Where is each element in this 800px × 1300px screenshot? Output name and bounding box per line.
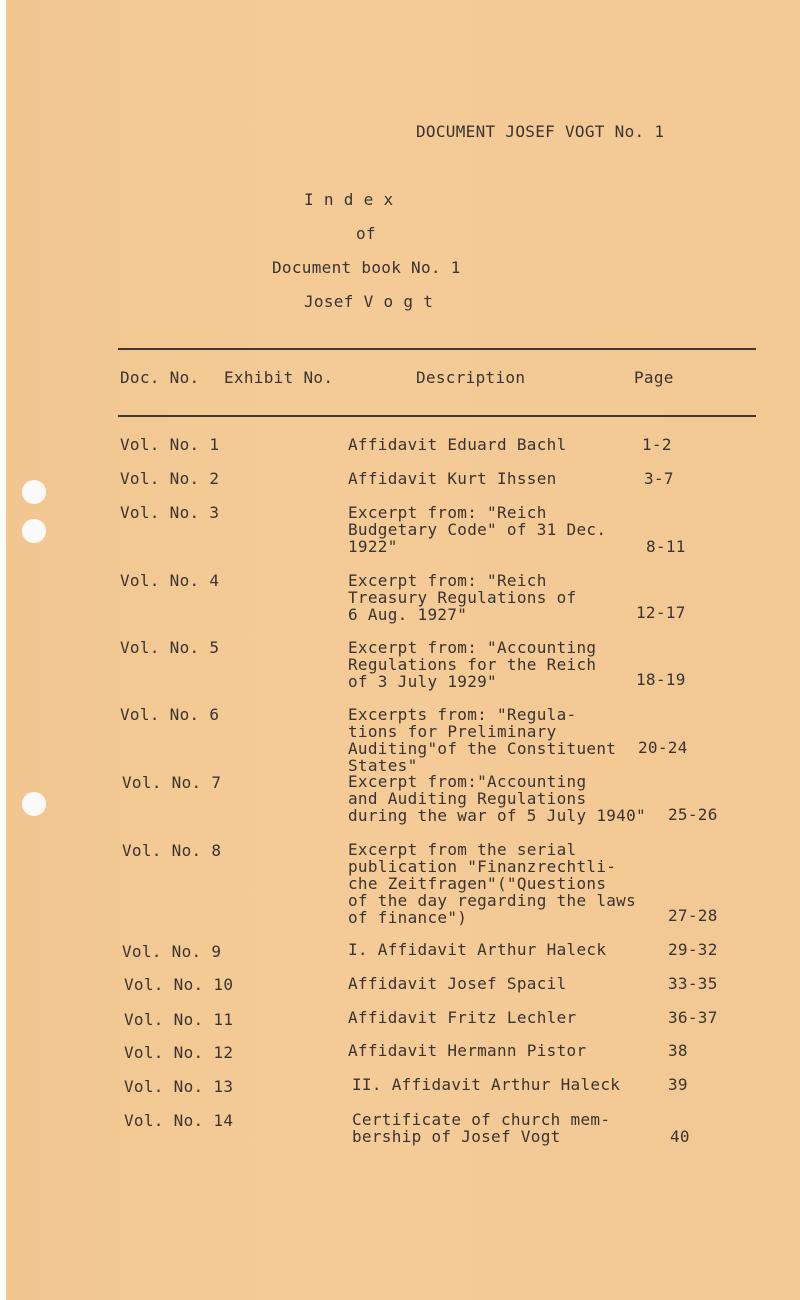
row-doc-number: Vol. No. 11 bbox=[124, 1010, 234, 1029]
title-index: I n d e x bbox=[304, 190, 394, 209]
row-description: Affidavit Josef Spacil bbox=[348, 974, 567, 993]
header-rule bbox=[118, 415, 756, 417]
row-doc-number: Vol. No. 10 bbox=[124, 975, 234, 994]
row-description: Certificate of church mem- bership of Josef Vogt bbox=[352, 1110, 611, 1146]
row-page: 12-17 bbox=[636, 603, 686, 622]
row-page: 18-19 bbox=[636, 670, 686, 689]
punch-hole bbox=[22, 480, 46, 504]
row-doc-number: Vol. No. 3 bbox=[120, 503, 220, 522]
column-header-exhibit-no: Exhibit No. bbox=[224, 368, 334, 387]
row-description: Excerpt from: "Accounting Regulations for the Reich of 3 July 1929" bbox=[348, 638, 597, 691]
row-doc-number: Vol. No. 7 bbox=[122, 773, 222, 792]
row-page: 27-28 bbox=[668, 906, 718, 925]
row-doc-number: Vol. No. 6 bbox=[120, 705, 220, 724]
row-description: Affidavit Fritz Lechler bbox=[348, 1008, 577, 1027]
title-person: Josef V o g t bbox=[304, 292, 434, 311]
row-description: II. Affidavit Arthur Haleck bbox=[352, 1075, 621, 1094]
row-page: 1-2 bbox=[642, 435, 672, 454]
row-description: Excerpt from the serial publication "Finanzrechtli- che Zeitfragen"("Questions of the day regarding the laws of finance") bbox=[348, 840, 637, 927]
row-description: Excerpts from: "Regula- tions for Preliminary Auditing"of the Constituent States" bbox=[348, 705, 617, 775]
row-doc-number: Vol. No. 12 bbox=[124, 1043, 234, 1062]
row-page: 8-11 bbox=[646, 537, 686, 556]
title-document-book: Document book No. 1 bbox=[272, 258, 461, 277]
row-doc-number: Vol. No. 13 bbox=[124, 1077, 234, 1096]
row-description: Excerpt from: "Reich Budgetary Code" of 31 Dec. 1922" bbox=[348, 503, 607, 556]
row-description: Affidavit Kurt Ihssen bbox=[348, 469, 557, 488]
row-description: Affidavit Hermann Pistor bbox=[348, 1041, 587, 1060]
title-of: of bbox=[356, 224, 376, 243]
paper-edge bbox=[0, 0, 6, 1300]
row-page: 36-37 bbox=[668, 1008, 718, 1027]
row-doc-number: Vol. No. 2 bbox=[120, 469, 220, 488]
row-page: 38 bbox=[668, 1041, 688, 1060]
column-header-page: Page bbox=[634, 368, 674, 387]
row-doc-number: Vol. No. 8 bbox=[122, 841, 222, 860]
row-page: 29-32 bbox=[668, 940, 718, 959]
row-doc-number: Vol. No. 4 bbox=[120, 571, 220, 590]
row-doc-number: Vol. No. 5 bbox=[120, 638, 220, 657]
punch-hole bbox=[22, 792, 46, 816]
row-doc-number: Vol. No. 14 bbox=[124, 1111, 234, 1130]
column-header-doc-no: Doc. No. bbox=[120, 368, 200, 387]
row-page: 39 bbox=[668, 1075, 688, 1094]
row-description: I. Affidavit Arthur Haleck bbox=[348, 940, 607, 959]
top-rule bbox=[118, 348, 756, 350]
column-header-description: Description bbox=[416, 368, 526, 387]
row-page: 20-24 bbox=[638, 738, 688, 757]
row-doc-number: Vol. No. 9 bbox=[122, 942, 222, 961]
document-reference: DOCUMENT JOSEF VOGT No. 1 bbox=[416, 122, 665, 141]
row-description: Excerpt from:"Accounting and Auditing Regulations during the war of 5 July 1940" bbox=[348, 772, 646, 825]
row-description: Affidavit Eduard Bachl bbox=[348, 435, 567, 454]
row-page: 3-7 bbox=[644, 469, 674, 488]
row-description: Excerpt from: "Reich Treasury Regulations of 6 Aug. 1927" bbox=[348, 571, 577, 624]
punch-hole bbox=[22, 519, 46, 543]
row-page: 33-35 bbox=[668, 974, 718, 993]
row-page: 40 bbox=[670, 1127, 690, 1146]
row-page: 25-26 bbox=[668, 805, 718, 824]
row-doc-number: Vol. No. 1 bbox=[120, 435, 220, 454]
